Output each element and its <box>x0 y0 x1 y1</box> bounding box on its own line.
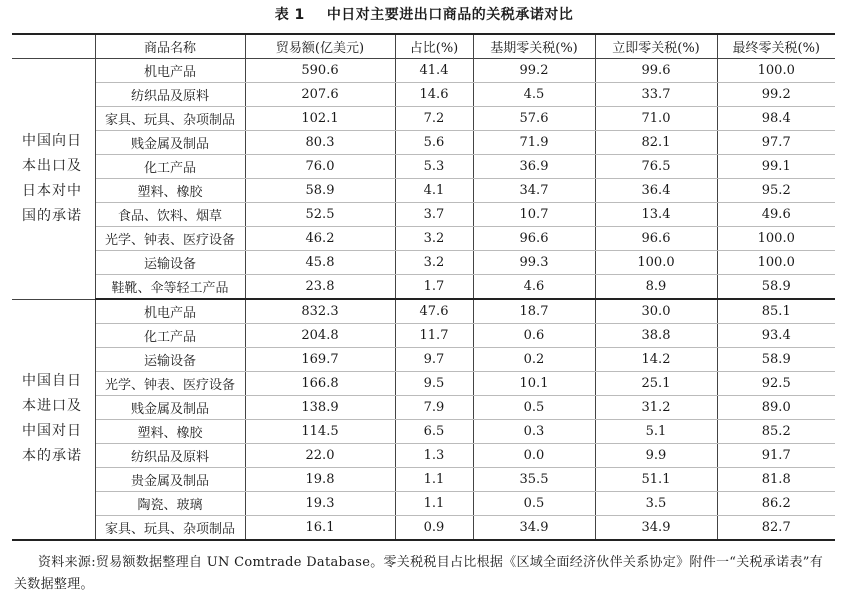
value-cell: 99.2 <box>473 59 595 83</box>
header-cell: 贸易额(亿美元) <box>245 34 395 59</box>
value-cell: 3.2 <box>395 251 473 275</box>
product-name-cell: 塑料、橡胶 <box>95 179 245 203</box>
value-cell: 11.7 <box>395 324 473 348</box>
product-name-cell: 运输设备 <box>95 348 245 372</box>
value-cell: 169.7 <box>245 348 395 372</box>
value-cell: 4.6 <box>473 275 595 300</box>
table-row <box>12 396 835 420</box>
value-cell: 7.2 <box>395 107 473 131</box>
value-cell: 82.7 <box>717 516 835 541</box>
value-cell: 51.1 <box>595 468 717 492</box>
value-cell: 19.8 <box>245 468 395 492</box>
source-note: 资料来源:贸易额数据整理自 UN Comtrade Database。零关税税目占比根据《区域全面经济伙伴关系协定》附件一“关税承诺表”有关数据整理。 <box>14 555 823 592</box>
value-cell: 102.1 <box>245 107 395 131</box>
value-cell: 0.3 <box>473 420 595 444</box>
value-cell: 1.1 <box>395 492 473 516</box>
value-cell: 3.2 <box>395 227 473 251</box>
table-row <box>12 155 835 179</box>
table-row <box>12 516 835 541</box>
value-cell: 9.7 <box>395 348 473 372</box>
value-cell: 34.9 <box>595 516 717 541</box>
value-cell: 18.7 <box>473 299 595 324</box>
header-group-blank <box>12 34 95 59</box>
product-name-cell: 化工产品 <box>95 324 245 348</box>
value-cell: 114.5 <box>245 420 395 444</box>
product-name-cell: 塑料、橡胶 <box>95 420 245 444</box>
table-row <box>12 203 835 227</box>
product-name-cell: 光学、钟表、医疗设备 <box>95 227 245 251</box>
value-cell: 47.6 <box>395 299 473 324</box>
table-row <box>12 107 835 131</box>
value-cell: 16.1 <box>245 516 395 541</box>
group-label: 中国自日本进口及中国对日本的承诺 <box>12 299 95 540</box>
product-name-cell: 贱金属及制品 <box>95 396 245 420</box>
value-cell: 22.0 <box>245 444 395 468</box>
value-cell: 8.9 <box>595 275 717 300</box>
value-cell: 832.3 <box>245 299 395 324</box>
value-cell: 5.1 <box>595 420 717 444</box>
product-name-cell: 纺织品及原料 <box>95 83 245 107</box>
value-cell: 38.8 <box>595 324 717 348</box>
value-cell: 95.2 <box>717 179 835 203</box>
value-cell: 97.7 <box>717 131 835 155</box>
value-cell: 46.2 <box>245 227 395 251</box>
value-cell: 31.2 <box>595 396 717 420</box>
value-cell: 82.1 <box>595 131 717 155</box>
group-body-export <box>12 59 835 300</box>
value-cell: 91.7 <box>717 444 835 468</box>
value-cell: 100.0 <box>717 59 835 83</box>
group-body-import <box>12 299 835 540</box>
value-cell: 96.6 <box>473 227 595 251</box>
value-cell: 4.5 <box>473 83 595 107</box>
header-cell: 占比(%) <box>395 34 473 59</box>
value-cell: 5.6 <box>395 131 473 155</box>
value-cell: 34.9 <box>473 516 595 541</box>
table-row <box>12 83 835 107</box>
product-name-cell: 机电产品 <box>95 299 245 324</box>
value-cell: 25.1 <box>595 372 717 396</box>
value-cell: 99.1 <box>717 155 835 179</box>
table-row <box>12 275 835 300</box>
value-cell: 89.0 <box>717 396 835 420</box>
value-cell: 4.1 <box>395 179 473 203</box>
value-cell: 10.7 <box>473 203 595 227</box>
value-cell: 71.0 <box>595 107 717 131</box>
product-name-cell: 光学、钟表、医疗设备 <box>95 372 245 396</box>
value-cell: 30.0 <box>595 299 717 324</box>
table-row <box>12 227 835 251</box>
value-cell: 99.3 <box>473 251 595 275</box>
product-name-cell: 纺织品及原料 <box>95 444 245 468</box>
value-cell: 0.6 <box>473 324 595 348</box>
value-cell: 9.9 <box>595 444 717 468</box>
value-cell: 57.6 <box>473 107 595 131</box>
product-name-cell: 机电产品 <box>95 59 245 83</box>
value-cell: 93.4 <box>717 324 835 348</box>
value-cell: 58.9 <box>717 348 835 372</box>
table-row <box>12 179 835 203</box>
table-row <box>12 299 835 324</box>
value-cell: 34.7 <box>473 179 595 203</box>
value-cell: 14.2 <box>595 348 717 372</box>
table-row <box>12 324 835 348</box>
value-cell: 9.5 <box>395 372 473 396</box>
table-row <box>12 131 835 155</box>
table-row <box>12 251 835 275</box>
value-cell: 7.9 <box>395 396 473 420</box>
value-cell: 49.6 <box>717 203 835 227</box>
header-cell: 基期零关税(%) <box>473 34 595 59</box>
value-cell: 99.2 <box>717 83 835 107</box>
value-cell: 35.5 <box>473 468 595 492</box>
value-cell: 5.3 <box>395 155 473 179</box>
value-cell: 0.5 <box>473 492 595 516</box>
value-cell: 81.8 <box>717 468 835 492</box>
value-cell: 36.4 <box>595 179 717 203</box>
value-cell: 204.8 <box>245 324 395 348</box>
product-name-cell: 家具、玩具、杂项制品 <box>95 107 245 131</box>
value-cell: 0.0 <box>473 444 595 468</box>
value-cell: 85.2 <box>717 420 835 444</box>
table-title: 中日对主要进出口商品的关税承诺对比 <box>326 7 574 23</box>
value-cell: 100.0 <box>595 251 717 275</box>
value-cell: 58.9 <box>245 179 395 203</box>
value-cell: 207.6 <box>245 83 395 107</box>
value-cell: 13.4 <box>595 203 717 227</box>
value-cell: 1.7 <box>395 275 473 300</box>
table-row <box>12 59 835 83</box>
table-row <box>12 492 835 516</box>
group-label: 中国向日本出口及日本对中国的承诺 <box>12 59 95 300</box>
value-cell: 590.6 <box>245 59 395 83</box>
value-cell: 41.4 <box>395 59 473 83</box>
table-row <box>12 348 835 372</box>
table-caption <box>0 4 848 24</box>
value-cell: 52.5 <box>245 203 395 227</box>
value-cell: 100.0 <box>717 251 835 275</box>
header-row <box>12 34 835 59</box>
value-cell: 3.5 <box>595 492 717 516</box>
product-name-cell: 食品、饮料、烟草 <box>95 203 245 227</box>
value-cell: 100.0 <box>717 227 835 251</box>
value-cell: 3.7 <box>395 203 473 227</box>
table-row <box>12 444 835 468</box>
product-name-cell: 家具、玩具、杂项制品 <box>95 516 245 541</box>
value-cell: 45.8 <box>245 251 395 275</box>
product-name-cell: 化工产品 <box>95 155 245 179</box>
table-row <box>12 420 835 444</box>
value-cell: 80.3 <box>245 131 395 155</box>
value-cell: 85.1 <box>717 299 835 324</box>
value-cell: 96.6 <box>595 227 717 251</box>
table-row <box>12 372 835 396</box>
value-cell: 71.9 <box>473 131 595 155</box>
product-name-cell: 运输设备 <box>95 251 245 275</box>
tariff-table <box>12 33 835 541</box>
value-cell: 0.2 <box>473 348 595 372</box>
value-cell: 98.4 <box>717 107 835 131</box>
value-cell: 14.6 <box>395 83 473 107</box>
value-cell: 138.9 <box>245 396 395 420</box>
value-cell: 99.6 <box>595 59 717 83</box>
product-name-cell: 贵金属及制品 <box>95 468 245 492</box>
value-cell: 19.3 <box>245 492 395 516</box>
product-name-cell: 贱金属及制品 <box>95 131 245 155</box>
value-cell: 36.9 <box>473 155 595 179</box>
value-cell: 58.9 <box>717 275 835 300</box>
product-name-cell: 鞋靴、伞等轻工产品 <box>95 275 245 300</box>
table-number: 表 1 <box>274 7 305 23</box>
value-cell: 0.5 <box>473 396 595 420</box>
value-cell: 166.8 <box>245 372 395 396</box>
value-cell: 92.5 <box>717 372 835 396</box>
table-row <box>12 468 835 492</box>
value-cell: 76.0 <box>245 155 395 179</box>
header-cell: 立即零关税(%) <box>595 34 717 59</box>
value-cell: 10.1 <box>473 372 595 396</box>
value-cell: 33.7 <box>595 83 717 107</box>
header-cell: 商品名称 <box>95 34 245 59</box>
value-cell: 0.9 <box>395 516 473 541</box>
value-cell: 76.5 <box>595 155 717 179</box>
value-cell: 1.3 <box>395 444 473 468</box>
product-name-cell: 陶瓷、玻璃 <box>95 492 245 516</box>
value-cell: 86.2 <box>717 492 835 516</box>
value-cell: 1.1 <box>395 468 473 492</box>
header-cell: 最终零关税(%) <box>717 34 835 59</box>
value-cell: 6.5 <box>395 420 473 444</box>
value-cell: 23.8 <box>245 275 395 300</box>
